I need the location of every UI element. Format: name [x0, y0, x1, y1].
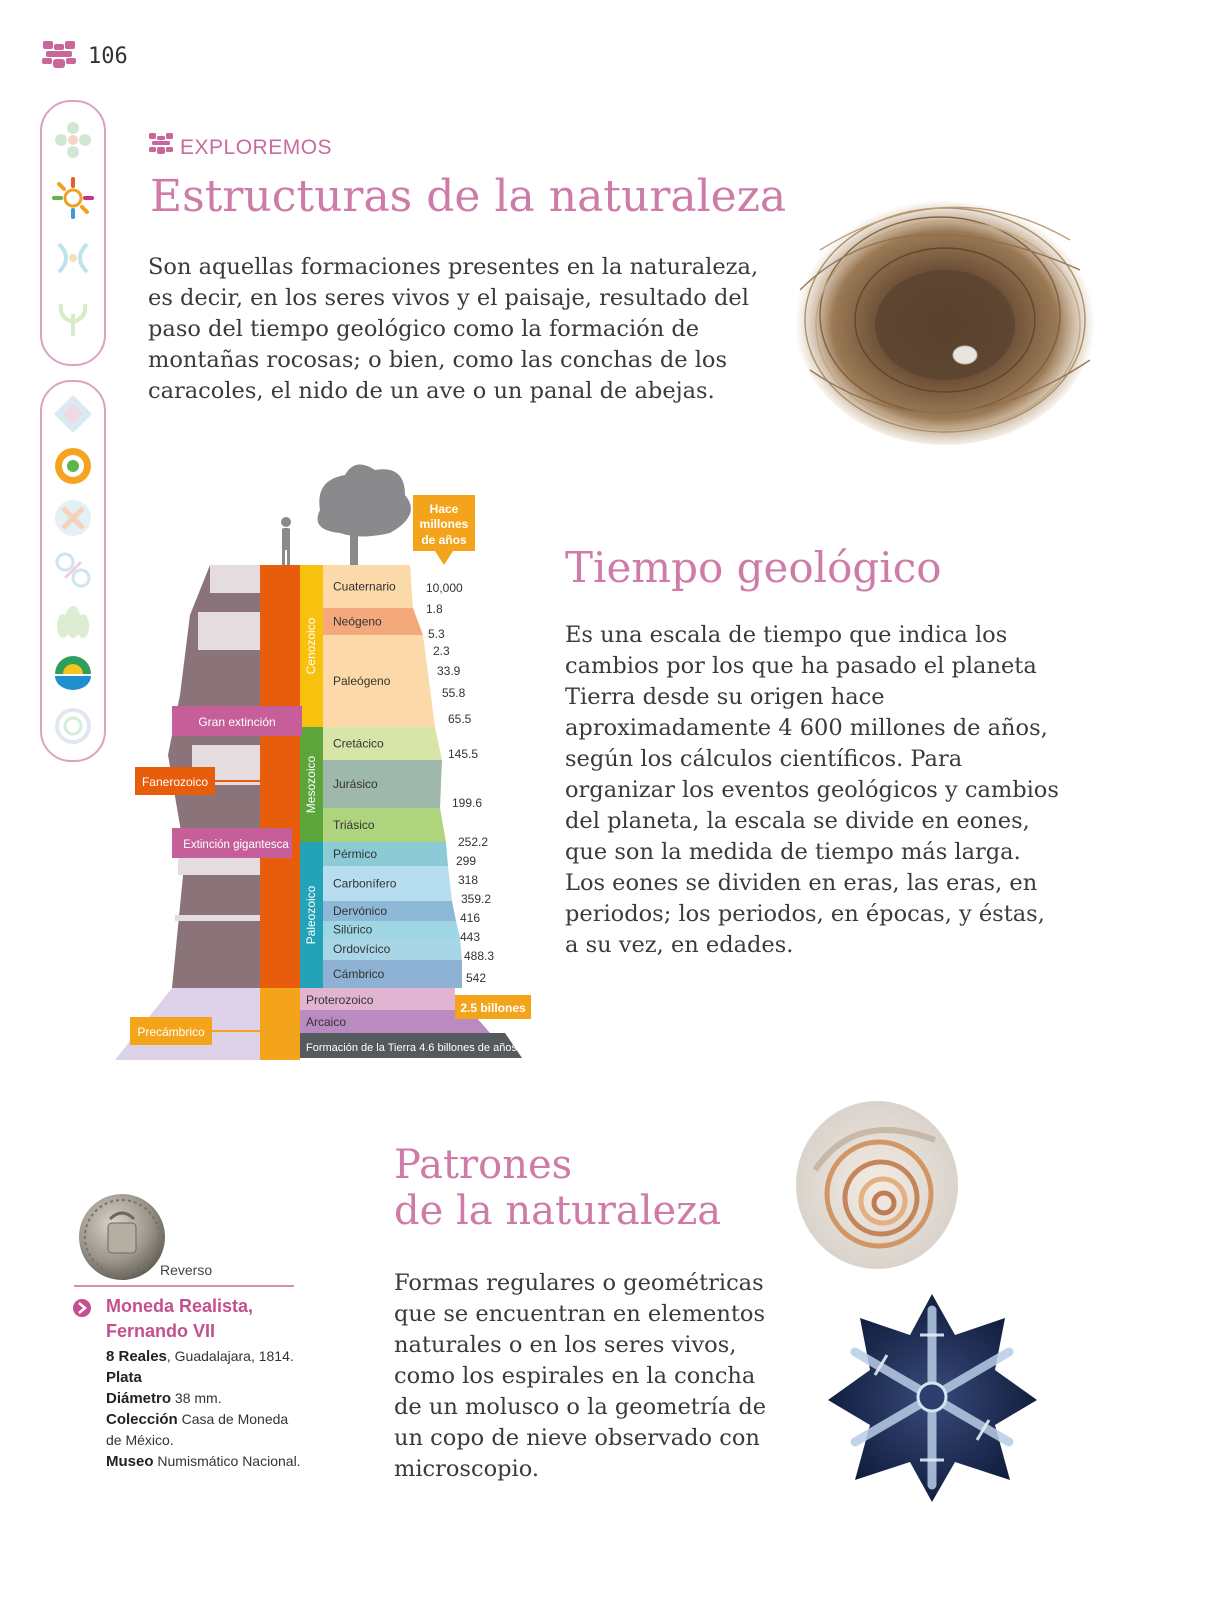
age-label-13: 416: [460, 911, 481, 925]
globe-half-icon[interactable]: [51, 652, 95, 696]
age-label-11: 318: [458, 873, 479, 887]
age-label-2: 5.3: [428, 627, 445, 641]
x-badge-faded-icon[interactable]: [51, 496, 95, 540]
period-label-8: Dervónico: [333, 904, 388, 918]
band-proterozoic-label: Proterozoico: [306, 993, 374, 1007]
period-label-4: Jurásico: [333, 777, 378, 791]
snowflake-image: [825, 1290, 1040, 1505]
coin-metadata: [106, 1346, 306, 1472]
flower-faded-icon[interactable]: [51, 118, 95, 162]
age-label-8: 199.6: [452, 796, 483, 810]
era-label-2: Paleozoico: [304, 885, 318, 945]
lotus-faded-icon[interactable]: [51, 600, 95, 644]
page-logo-icon: [40, 38, 78, 72]
snail-shell-image: [795, 1100, 960, 1270]
geologic-time-chart: [110, 455, 540, 1070]
coin-collection-value: Casa de Moneda de México.: [106, 1411, 289, 1448]
years-badge-line-3: de años: [421, 533, 467, 547]
age-label-6: 65.5: [448, 712, 472, 726]
period-label-7: Carbonífero: [333, 876, 397, 891]
coin-caption: Reverso: [160, 1262, 213, 1278]
diamond-faded-icon[interactable]: [51, 392, 95, 436]
sidebar-section-2: [40, 380, 106, 762]
figures-faded-icon[interactable]: [51, 236, 95, 280]
age-label-14: 443: [460, 930, 481, 944]
coin-diameter-value: 38 mm.: [171, 1390, 222, 1406]
precambrian-age-badge-label: 2.5 billones: [460, 1001, 526, 1015]
event-great-extinction-label: Gran extinción: [198, 715, 276, 729]
sun-figure-icon[interactable]: [51, 176, 95, 220]
coin-diameter-label: Diámetro: [106, 1390, 172, 1407]
age-label-3: 2.3: [433, 644, 450, 658]
page-title: Estructuras de la naturaleza: [150, 171, 787, 222]
coin-metal: Plata: [106, 1369, 142, 1386]
age-label-12: 359.2: [461, 892, 492, 906]
period-label-3: Cretácico: [333, 736, 384, 751]
age-label-9: 252.2: [458, 835, 489, 849]
band-earth-formation-label: Formación de la Tierra 4.6 billones de años: [306, 1042, 517, 1054]
coin-title: Moneda Realista, Fernando VII: [106, 1296, 254, 1341]
age-label-1: 1.8: [426, 602, 443, 616]
eon-phanerozoic-label: Fanerozoico: [141, 775, 209, 789]
section-label: EXPLOREMOS: [180, 136, 333, 159]
patterns-paragraph: Formas regulares o geométricas que se encuentran en elementos naturales o en los seres vivos, como los espirales en la concha de un molusco o la geometría de un copo de nieve observado con microscopio.: [394, 1270, 767, 1482]
intro-paragraph: Son aquellas formaciones presentes en la naturaleza, es decir, en los seres vivos y el paisaje, resultado del paso del tiempo geológico como la formación de montañas rocosas; o bien, como las conchas de los caracoles, el nido de un ave o un panal de abejas.: [148, 254, 759, 404]
spiral-faded-icon[interactable]: [51, 704, 95, 748]
coin-museum-value: Numismático Nacional.: [153, 1453, 301, 1469]
age-label-4: 33.9: [437, 664, 461, 678]
period-label-6: Pérmico: [333, 847, 378, 861]
patterns-title-line-2: de la naturaleza: [394, 1188, 722, 1234]
age-label-15: 488.3: [464, 949, 495, 963]
plant-faded-icon[interactable]: [51, 296, 95, 340]
bird-nest-image: [780, 170, 1110, 460]
era-label-0: Cenozoico: [304, 617, 318, 675]
geologic-title: Tiempo geológico: [565, 543, 942, 592]
links-faded-icon[interactable]: [51, 548, 95, 592]
coin-divider: [74, 1285, 294, 1287]
coin-museum-label: Museo: [106, 1453, 154, 1470]
age-label-5: 55.8: [442, 686, 466, 700]
years-badge-line-2: millones: [419, 517, 469, 531]
period-label-0: Cuaternario: [333, 579, 396, 594]
eon-precambrian-label: Precámbrico: [137, 1025, 205, 1039]
age-label-0: 10,000: [426, 581, 463, 595]
age-label-7: 145.5: [448, 747, 479, 761]
sidebar-section-1: [40, 100, 106, 366]
years-badge-line-1: Hace: [429, 502, 459, 516]
target-circle-icon[interactable]: [51, 444, 95, 488]
band-archean-label: Arcaico: [306, 1015, 347, 1029]
period-label-1: Neógeno: [333, 614, 382, 629]
explore-logo-icon: [148, 132, 174, 156]
coin-value-label: 8 Reales: [106, 1348, 167, 1365]
page-number: 106: [88, 44, 128, 69]
period-label-5: Triásico: [333, 818, 375, 832]
patterns-title: [394, 1142, 774, 1234]
coin-collection-label: Colección: [106, 1411, 178, 1428]
person-tree-silhouette: [281, 465, 411, 567]
period-label-9: Silúrico: [333, 922, 373, 937]
chevron-right-icon: [72, 1298, 92, 1318]
event-giant-extinction-label: Extinción gigantesca: [183, 839, 289, 851]
age-label-16: 542: [466, 971, 487, 985]
geologic-paragraph: Es una escala de tiempo que indica los cambios por los que ha pasado el planeta Tierra desde su origen hace aproximadamente 4 600 millones de años, según los cálculos científicos. Para organizar los eventos geológicos y cambios del planeta, la escala se divide en eones, que son la medida de tiempo más larga. Los eones se dividen en eras, las eras, en periodos; los periodos, en épocas, y éstas, a su vez, en edades.: [565, 622, 1059, 958]
era-label-1: Mesozoico: [304, 755, 318, 814]
period-label-2: Paleógeno: [333, 674, 391, 688]
age-label-10: 299: [456, 854, 477, 868]
coin-image: [78, 1193, 166, 1281]
period-label-10: Ordovícico: [333, 942, 391, 956]
period-label-11: Cámbrico: [333, 967, 385, 981]
patterns-title-line-1: Patrones: [394, 1142, 573, 1188]
coin-value-text: , Guadalajara, 1814.: [166, 1348, 294, 1364]
